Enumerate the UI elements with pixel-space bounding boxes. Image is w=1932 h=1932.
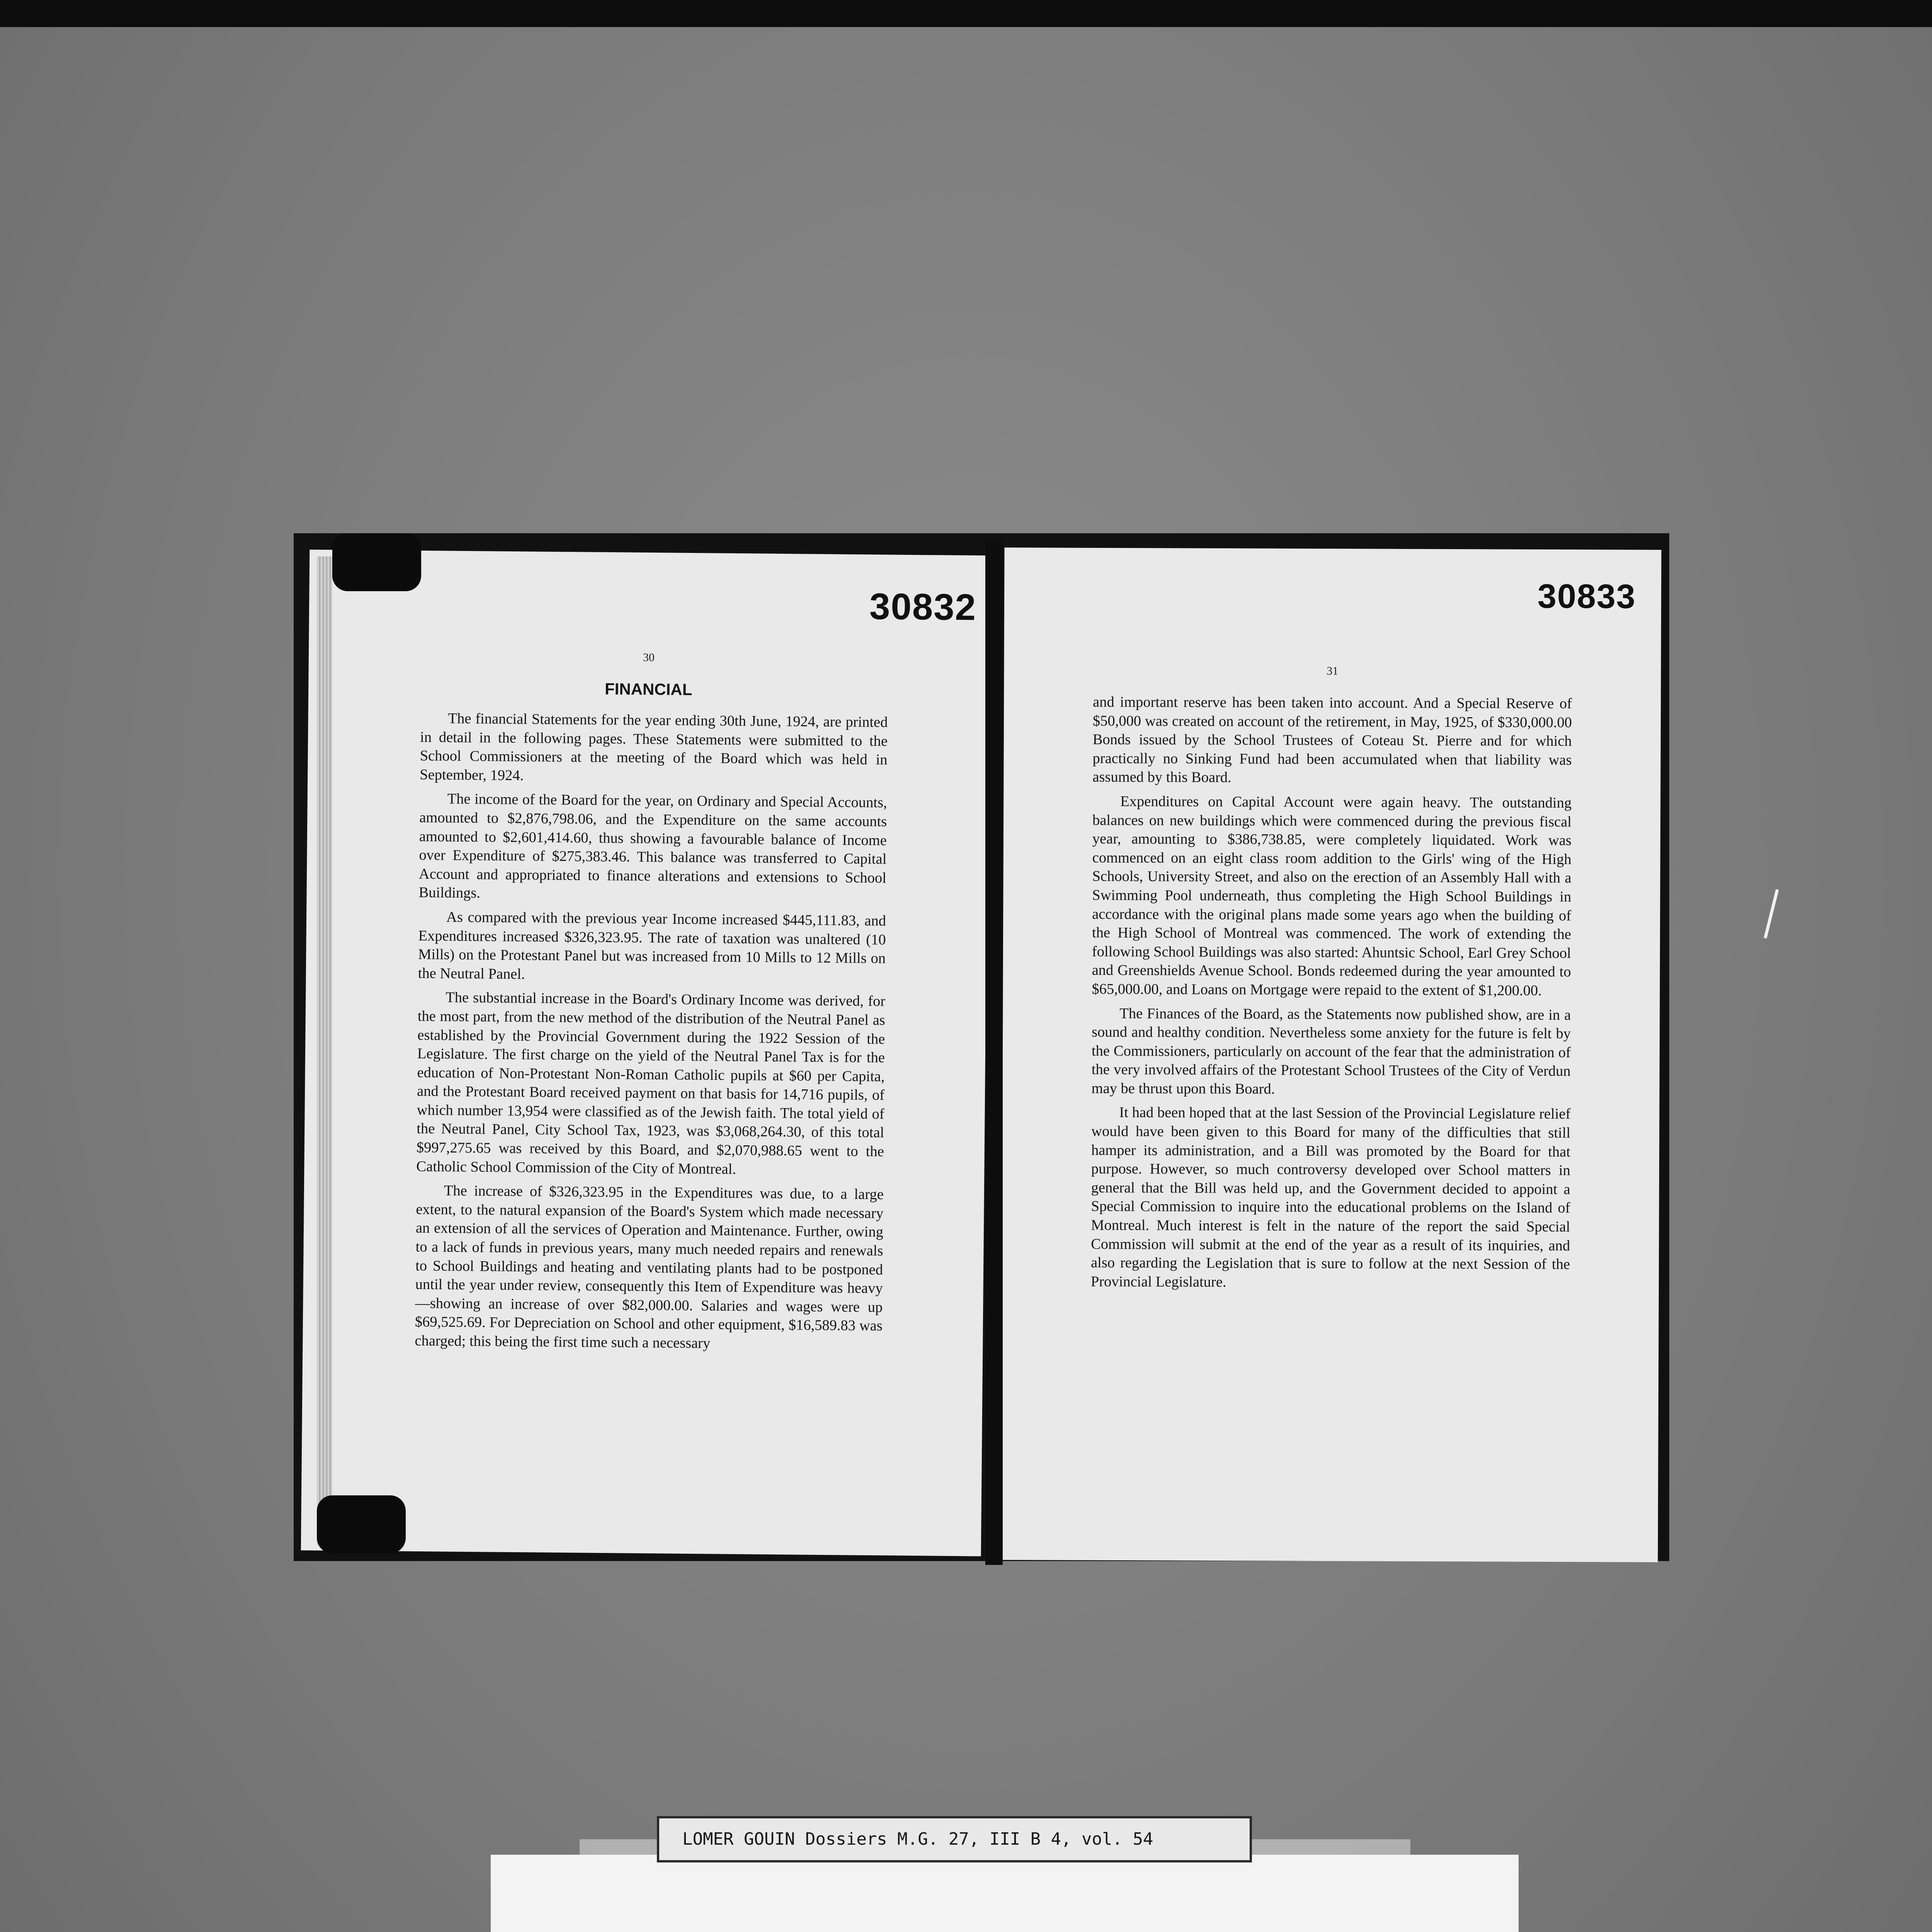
left-page-body [415,709,888,1360]
left-page [301,549,990,1556]
film-border-top [0,0,1932,27]
paragraph: The income of the Board for the year, on Ordinary and Special Accounts, amounted to $2,876,798.06, and the Expenditure on the same accounts amounted to $2,601,414.60, thus showing a favourable balance of Income over Expenditure of $275,383.46. This balance was transferred to Capital Account and appropriated to finance alterations and extensions to School Buildings. [418,791,887,901]
page-stamp-number: 30832 [869,586,977,628]
page-number: 31 [1327,664,1338,678]
booklet-gutter [985,541,1003,1565]
page-stamp-number: 30833 [1537,577,1636,616]
page-edges [317,556,332,1546]
paragraph: The Finances of the Board, as the Statements now published show, are in a sound and healthy condition. Nevertheless some anxiety for the future is felt by the Commissioners, particularly on account of the fear that the administration of the very involved affairs of the Protestant School Trustees of the City of Verdun may be thrust upon this Board. [1091,1005,1571,1097]
archive-reference-label: LOMER GOUIN Dossiers M.G. 27, III B 4, vol. 54 [657,1816,1252,1862]
binder-clip-top [332,533,421,591]
paragraph: The financial Statements for the year ending 30th June, 1924, are printed in detail in the following pages. These Statements were submitted to the School Commissioners at the meeting of the Board which was held in September, 1924. [420,710,888,784]
binder-clip-bottom [317,1495,406,1553]
paragraph: The substantial increase in the Board's Ordinary Income was derived, for the most part, from the new method of the distribution of the Neutral Panel as established by the Provincial Government during the 1922 Session of the Legislature. The first charge on the yield of the Neutral Panel Tax is for the education of Non-Protestant Non-Roman Catholic pupils at $60 per Capita, and the Protestant Board received payment on that basis for 14,716 pupils, of which number 13,954 were classified as of the Jewish faith. The total yield of the Neutral Panel, City School Tax, 1923, was $3,068,264.30, of this total $997,275.65 was received by this Board, and $2,070,988.65 went to the Catholic School Commission of the City of Montreal. [416,989,886,1177]
paragraph: It had been hoped that at the last Session of the Provincial Legislature relief would have been given to this Board for many of the difficulties that still hamper its administration, and a Bill was promoted by the Board for that purpose. However, so much controversy developed over School matters in general that the Bill was held up, and the Government decided to appoint a Special Commission to inquire into the educational problems on the Island of Montreal. Much interest is felt in the nature of the report the said Special Commission will submit at the end of the year as a result of its inquiries, and also regarding the Legislation that is sure to follow at the next Session of the Provincial Legislature. [1090,1104,1571,1290]
archives-card [491,1855,1519,1932]
right-page [1001,548,1661,1562]
right-page-body [1091,693,1572,1298]
paragraph: Expenditures on Capital Account were again heavy. The outstanding balances on new buildings which were commenced during the previous fiscal year, amounting to $386,738.85, were completely liquidated. Work was commenced on an eight class room addition to the Girls' wing of the High Schools, University Street, and also on the erection of an Assembly Hall with a Swimming Pool underneath, thus completing the High School Buildings in accordance with the original plans made some years ago when the building of the High School of Montreal was commenced. The work of extending the following School Buildings was also started: Ahuntsic School, Earl Grey School and Greenshields Avenue School. Bonds redeemed during the year amounted to $65,000.00, and Loans on Mortgage were repaid to the extent of $1,200.00. [1092,793,1572,999]
paragraph-continuation: and important reserve has been taken into account. And a Special Reserve of $50,000 was created on account of the retirement, in May, 1925, of $330,000.00 Bonds issued by the School Trustees of Coteau St. Pierre and for which practically no Sinking Fund had been accumulated when that liability was assumed by this Board. [1092,694,1572,786]
section-heading: FINANCIAL [604,680,692,699]
paragraph: As compared with the previous year Income increased $445,111.83, and Expenditures increased $326,323.95. The rate of taxation was unaltered (10 Mills) on the Protestant Panel but was increased from 10 Mills to 12 Mills on the Neutral Panel. [418,909,886,982]
paragraph: The increase of $326,323.95 in the Expenditures was due, to a large extent, to the natural expansion of the Board's System which made necessary an extension of all the services of Operation and Maintenance. Further, owing to a lack of funds in previous years, many much needed repairs and renewals to School Buildings and heating and ventilating plants had to be postponed until the year under review, consequently this Item of Expenditure was heavy—showing an increase of over $82,000.00. Salaries and wages were up $69,525.69. For Depreciation on School and other equipment, $16,589.83 was charged; this being the first time such a necessary [415,1182,884,1352]
page-number: 30 [643,651,655,664]
